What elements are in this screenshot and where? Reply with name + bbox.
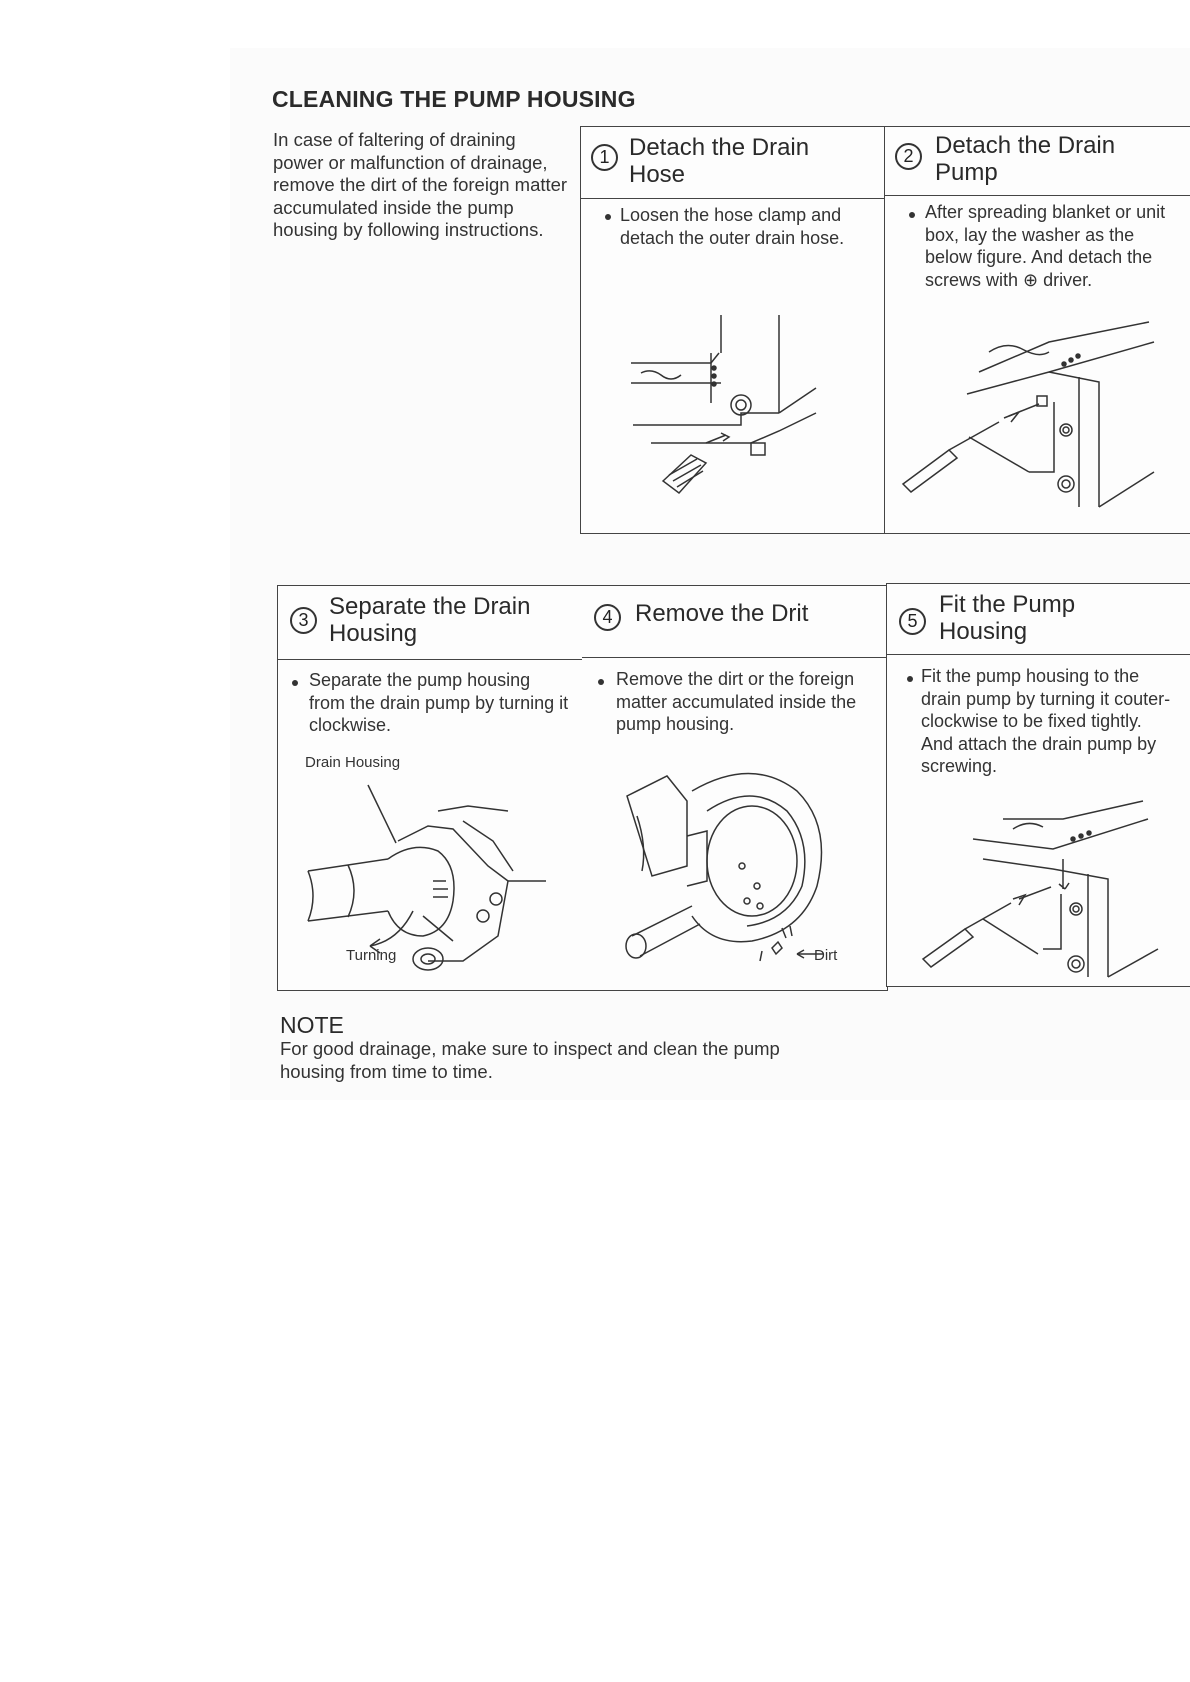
step-text-1: Loosen the hose clamp and detach the outer drain hose. <box>620 205 845 248</box>
drain-hose-illustration <box>611 313 851 503</box>
bullet <box>907 676 913 682</box>
step-text-3: Separate the pump housing from the drain pump by turning it clockwise. <box>309 670 569 735</box>
step-text-5-a: Fit the pump housing to the drain pump by turning it couter-clockwise to be fixed tightly. <box>921 666 1171 731</box>
drain-housing-illustration <box>288 771 578 981</box>
bullet <box>605 214 611 220</box>
step-header-2 <box>885 127 1190 196</box>
step-header-5 <box>887 584 1190 655</box>
note-text: For good drainage, make sure to inspect and clean the pump housing from time to time. <box>280 1038 780 1082</box>
note-title: NOTE <box>280 1012 344 1038</box>
bullet <box>598 679 604 685</box>
pump-housing-dirt-illustration <box>612 756 862 966</box>
page-title: CLEANING THE PUMP HOUSING <box>272 86 636 112</box>
step-header-4 <box>582 586 887 658</box>
step-number-4: 4 <box>594 604 621 631</box>
intro-paragraph: In case of faltering of draining power or malfunction of drainage, remove the dirt of the foreign matter accumulated inside the pump housing by following instructions. <box>273 129 568 240</box>
step-number-2: 2 <box>895 143 922 170</box>
step-number-5: 5 <box>899 608 926 635</box>
step-title-2: Detach the Drain Pump <box>935 132 1116 186</box>
step-number-1: 1 <box>591 144 618 171</box>
step-panel-4 <box>582 585 888 991</box>
turning-label: Turning <box>346 947 397 964</box>
step-title-1: Detach the Drain Hose <box>629 134 810 188</box>
step-panel-2 <box>884 126 1190 534</box>
step-text-5 <box>921 665 1183 778</box>
step-title-5: Fit the Pump Housing <box>939 591 1076 645</box>
washer-screwdriver-illustration <box>889 312 1179 512</box>
drain-housing-label: Drain Housing <box>305 754 401 771</box>
step-title-4: Remove the Drit <box>635 600 809 627</box>
step-text-2: After spreading blanket or unit box, lay the washer as the below figure. And detach the screws with ⊕ driver. <box>925 202 1166 290</box>
step-panel-5 <box>886 583 1190 987</box>
step-header-1 <box>581 127 885 199</box>
dirt-label: Dirt <box>814 947 838 964</box>
step-title-3: Separate the Drain Housing <box>329 593 531 647</box>
bullet <box>292 680 298 686</box>
step-panel-3 <box>277 585 584 991</box>
step-panel-1 <box>580 126 886 534</box>
step-text-5-b: And attach the drain pump by screwing. <box>921 733 1157 776</box>
step-number-3: 3 <box>290 607 317 634</box>
step-text-4: Remove the dirt or the foreign matter accumulated inside the pump housing. <box>616 669 857 734</box>
bullet <box>909 212 915 218</box>
step-header-3 <box>278 586 583 660</box>
reattach-pump-illustration <box>893 799 1183 979</box>
